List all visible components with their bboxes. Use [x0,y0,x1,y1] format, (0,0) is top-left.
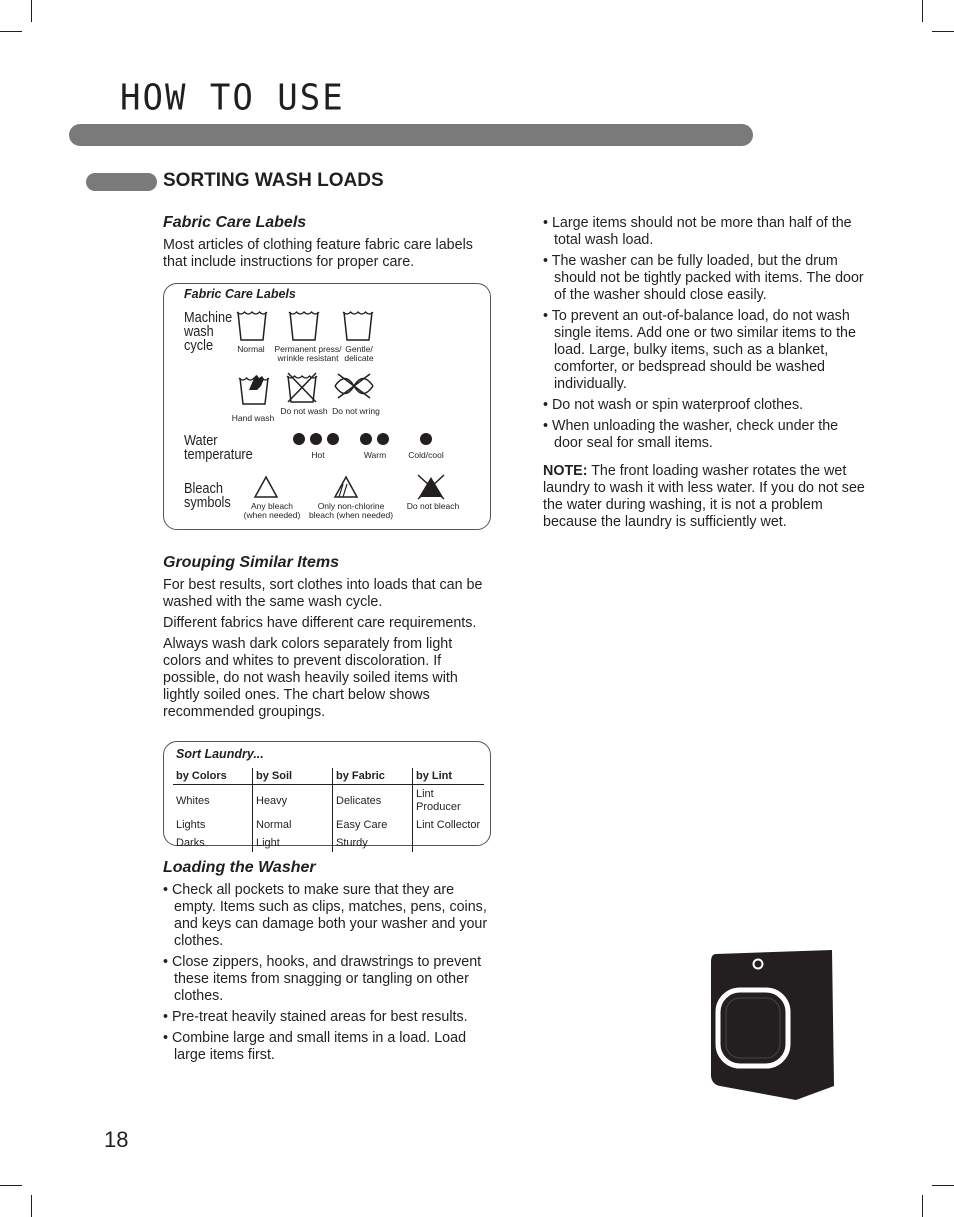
temperature-dot-icon [359,432,391,446]
list-item: • The washer can be fully loaded, but the drum should not be tightly packed with items. The door of the washer should close easily. [543,253,868,304]
table-cell: Lint Collector [413,816,485,834]
table-cell: Whites [176,794,210,807]
temperature-dot-icon [419,432,433,446]
symbol-caption: Hand wash [231,413,275,423]
washtub-icon [341,308,375,342]
section-title: SORTING WASH LOADS [163,170,384,191]
bleach-symbols-label: Bleach symbols [184,480,231,511]
table-cell: Normal [253,816,333,834]
symbol-caption: Gentle/ delicate [344,344,374,363]
right-bullet-list [543,215,868,456]
symbol-caption: Only non-chlorine bleach (when needed) [308,501,394,520]
list-item: • Combine large and small items in a load. Load large items first. [163,1030,488,1064]
do-not-wring-icon [332,372,376,400]
table-cell: Sturdy [333,834,413,852]
crop-mark [31,1195,32,1217]
table-cell: Delicates [333,785,413,817]
symbol-caption: Any bleach (when needed) [243,501,301,520]
table-header: by Soil [253,768,333,785]
fabric-care-box [163,283,491,530]
washer-icon [708,948,838,1102]
list-item: • Do not wash or spin waterproof clothes. [543,397,868,414]
sort-laundry-box [163,741,491,849]
sort-laundry-table [173,768,484,852]
list-item: • Large items should not be more than half of the total wash load. [543,215,868,249]
symbol-caption: Normal [237,344,265,354]
crop-mark [922,1195,923,1217]
table-cell: Lights [176,819,206,831]
bleach-triangle-icon [414,473,448,501]
crop-mark [932,1185,954,1186]
note-paragraph [543,463,868,531]
symbol-caption: Cold/cool [408,450,444,460]
table-header: by Lint [413,768,485,785]
table-row [173,785,484,817]
grouping-paragraph: For best results, sort clothes into loads that can be washed with the same wash cycle. [163,577,483,610]
list-item: • Close zippers, hooks, and drawstrings to prevent these items from snagging or tangling on other clothes. [163,954,488,1005]
table-header: by Fabric [333,768,413,785]
machine-wash-label: Machine wash cycle [184,309,233,354]
loading-bullet-list [163,882,488,1068]
note-label: NOTE: [543,463,588,479]
list-item: • Check all pockets to make sure that they are empty. Items such as clips, matches, pens, coins, and keys can damage both your washer and your clothes. [163,882,488,950]
table-cell: Heavy [253,785,333,817]
water-temperature-label: Water temperature [184,432,253,463]
temperature-dot-icon [292,432,342,446]
page-header-title: HOW TO USE [120,77,345,119]
crop-mark [932,31,954,32]
grouping-heading: Grouping Similar Items [163,554,340,571]
note-text: The front loading washer rotates the wet laundry to wash it with less water. If you do not see the water during washing, it is not a problem because the laundry is sufficiently wet. [543,463,865,530]
fabric-care-box-title: Fabric Care Labels [184,287,296,301]
table-cell [413,834,485,852]
washtub-icon [287,308,321,342]
loading-heading: Loading the Washer [163,859,316,876]
table-cell: Light [253,834,333,852]
crop-mark [922,0,923,22]
list-item: • To prevent an out-of-balance load, do not wash single items. Add one or two similar items to the load. Large, bulky items, such as a blanket, comforter, or bedspread should be washed individually. [543,308,868,393]
table-cell: Easy Care [333,816,413,834]
table-row [173,816,484,834]
symbol-caption: Hot [311,450,325,460]
section-pill [86,173,157,191]
crop-mark [0,31,22,32]
sort-laundry-title: Sort Laundry... [176,747,264,761]
header-bar [69,124,753,146]
symbol-caption: Warm [363,450,387,460]
fabric-care-intro: Most articles of clothing feature fabric care labels that include instructions for proper care. [163,237,473,270]
grouping-paragraph: Different fabrics have different care requirements. [163,615,477,631]
bleach-triangle-icon [253,475,279,499]
list-item: • When unloading the washer, check under the door seal for small items. [543,418,868,452]
symbol-caption: Do not wring [332,406,380,416]
table-cell: Darks [176,837,205,849]
table-row [173,834,484,852]
crop-mark [0,1185,22,1186]
washtub-icon [235,308,269,342]
symbol-caption: Permanent press/ wrinkle resistant [274,344,342,363]
grouping-paragraph: Always wash dark colors separately from light colors and whites to prevent discoloration. If possible, do not wash heavily soiled items with lightly soiled ones. The chart below shows recommended groupings. [163,636,458,720]
crop-mark [31,0,32,22]
hand-wash-icon [237,370,271,406]
do-not-wash-icon [285,370,319,404]
bleach-triangle-icon [333,475,359,499]
list-item: • Pre-treat heavily stained areas for best results. [163,1009,488,1026]
fabric-care-heading: Fabric Care Labels [163,214,307,231]
table-cell: Lint Producer [413,785,485,817]
table-header: by Colors [173,768,253,785]
page-number: 18 [104,1127,129,1152]
symbol-caption: Do not wash [280,406,328,416]
symbol-caption: Do not bleach [406,501,460,511]
